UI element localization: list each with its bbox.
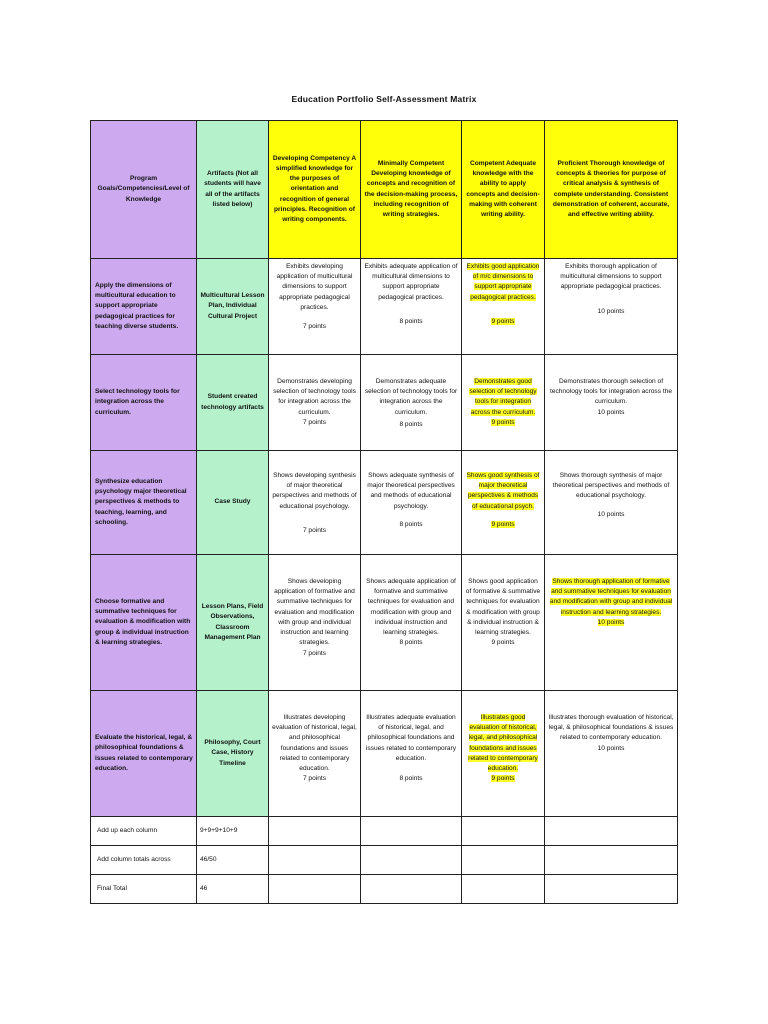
summary-label: Add up each column [91,817,197,846]
developing-text: Demonstrates developing selection of technology tools for integration across the curriculum. [273,378,356,416]
header-competent: Competent Adequate knowledge with the ability to apply concepts and decision-making with coherent writing ability. [462,121,545,259]
summary-row [91,846,678,875]
competent-text: Demonstrates good selection of technology tools for integration across the curriculum. [469,378,537,416]
competent-cell [462,691,545,817]
competent-points: 9 points [491,520,515,528]
minimal-cell [361,259,462,355]
proficient-points: 10 points [597,408,625,416]
developing-cell [269,355,361,451]
summary-value: 46 [197,875,269,904]
minimal-cell [361,355,462,451]
developing-points: 7 points [302,526,327,534]
summary-row [91,817,678,846]
proficient-text: Exhibits thorough application of multicultural dimensions to support appropriate pedagogical practices. [560,263,662,291]
competent-text: Shows good synthesis of major theoretical perspectives & methods of educational psych. [466,472,540,510]
developing-text: Shows developing synthesis of major theoretical perspectives and methods of educational psychology. [272,472,357,510]
header-artifacts: Artifacts (Not all students will have all of the artifacts listed below) [197,121,269,259]
summary-value: 46/50 [197,846,269,875]
developing-text: Shows developing application of formative and summative techniques for evaluation and modification with group and individual instruction and learning strategies. [274,578,355,647]
minimal-text: Demonstrates adequate selection of technology tools for integration across the curriculum. [364,378,458,416]
header-developing: Developing Competency A simplified knowledge for the purposes of orientation and recognition of general principles. Recognition of writing components. [269,121,361,259]
goal-cell: Synthesize education psychology major theoretical perspectives & methods to teaching, learning, and schooling. [91,451,197,555]
minimal-points: 8 points [399,317,423,325]
competent-points: 9 points [491,775,515,783]
proficient-points: 10 points [597,510,625,518]
table-row [91,355,678,451]
goal-cell: Evaluate the historical, legal, & philosophical foundations & issues related to contemporary education. [91,691,197,817]
developing-points: 7 points [302,418,327,426]
proficient-points: 10 points [597,744,625,752]
competent-cell [462,259,545,355]
minimal-points: 8 points [399,420,423,428]
developing-points: 7 points [302,323,327,331]
minimal-cell [361,691,462,817]
proficient-text: Shows thorough synthesis of major theoretical perspectives and methods of educational psychology. [552,472,670,500]
page-title: Education Portfolio Self-Assessment Matrix [291,94,477,104]
minimal-text: Shows adequate application of formative and summative techniques for evaluation and modification with group and individual instruction and learning strategies. [366,578,456,637]
proficient-text: Illustrates thorough evaluation of historical, legal, & philosophical foundations & issues related to contemporary education. [548,714,674,742]
artifact-cell: Lesson Plans, Field Observations, Classroom Management Plan [197,555,269,691]
developing-points: 7 points [302,649,327,657]
proficient-points: 10 points [597,307,625,315]
proficient-cell [545,451,678,555]
proficient-cell [545,555,678,691]
developing-text: Illustrates developing evaluation of historical, legal, and philosophical foundations and issues related to contemporary education. [272,714,357,773]
competent-points: 9 points [491,418,515,426]
minimal-text: Exhibits adequate application of multicultural dimensions to support appropriate pedagogical practices. [364,263,458,301]
summary-label: Add column totals across [91,846,197,875]
proficient-points: 10 points [597,618,625,626]
developing-cell [269,259,361,355]
artifact-cell: Student created technology artifacts [197,355,269,451]
header-row [91,121,678,259]
minimal-points: 8 points [399,775,423,783]
minimal-cell [361,555,462,691]
competent-text: Shows good application of formative & summative techniques for evaluation & modification with group & individual instruction & learning strategies. [465,578,541,637]
table-row [91,691,678,817]
proficient-text: Demonstrates thorough selection of technology tools for integration across the curriculum. [549,378,673,406]
table-row [91,259,678,355]
minimal-text: Shows adequate synthesis of major theoretical perspectives and methods of educational psychology. [367,472,455,510]
competent-cell [462,355,545,451]
competent-points: 9 points [491,639,515,647]
developing-cell [269,691,361,817]
goal-cell: Select technology tools for integration across the curriculum. [91,355,197,451]
minimal-text: Illustrates adequate evaluation of historical, legal, and philosophical foundations and issues related to contemporary education. [365,714,457,762]
table-row [91,451,678,555]
proficient-cell [545,691,678,817]
minimal-cell [361,451,462,555]
developing-cell [269,555,361,691]
artifact-cell: Multicultural Lesson Plan, Individual Cultural Project [197,259,269,355]
summary-label: Final Total [91,875,197,904]
header-proficient: Proficient Thorough knowledge of concepts & theories for purpose of critical analysis & synthesis of complete understanding. Consistent demonstration of coherent, accurate, and effective writing ability. [545,121,678,259]
minimal-points: 8 points [399,639,423,647]
self-assessment-matrix [90,120,678,904]
minimal-points: 8 points [399,520,423,528]
summary-value: 9+9+9+10+9 [197,817,269,846]
artifact-cell: Case Study [197,451,269,555]
competent-cell [462,555,545,691]
artifact-cell: Philosophy, Court Case, History Timeline [197,691,269,817]
header-minimally-competent: Minimally Competent Developing knowledge of concepts and recognition of the decision-making process, including recognition of writing strategies. [361,121,462,259]
header-goals: Program Goals/Competencies/Level of Knowledge [91,121,197,259]
table-row [91,555,678,691]
competent-points: 9 points [491,317,515,325]
developing-text: Exhibits developing application of multicultural dimensions to support appropriate pedagogical practices. [276,263,353,311]
developing-cell [269,451,361,555]
competent-cell [462,451,545,555]
competent-text: Illustrates good evaluation of historical, legal, and philosophical foundations and issues related to contemporary education. [468,714,538,773]
competent-text: Exhibits good application of m/c dimensions to support appropriate pedagogical practices. [466,263,540,301]
proficient-cell [545,259,678,355]
goal-cell: Apply the dimensions of multicultural education to support appropriate pedagogical practices for teaching diverse students. [91,259,197,355]
developing-points: 7 points [302,775,327,783]
goal-cell: Choose formative and summative techniques for evaluation & modification with group & individual instruction & learning strategies. [91,555,197,691]
proficient-text: Shows thorough application of formative and summative techniques for evaluation and modification with group and individual instruction and learning strategies. [549,578,673,616]
summary-row [91,875,678,904]
proficient-cell [545,355,678,451]
